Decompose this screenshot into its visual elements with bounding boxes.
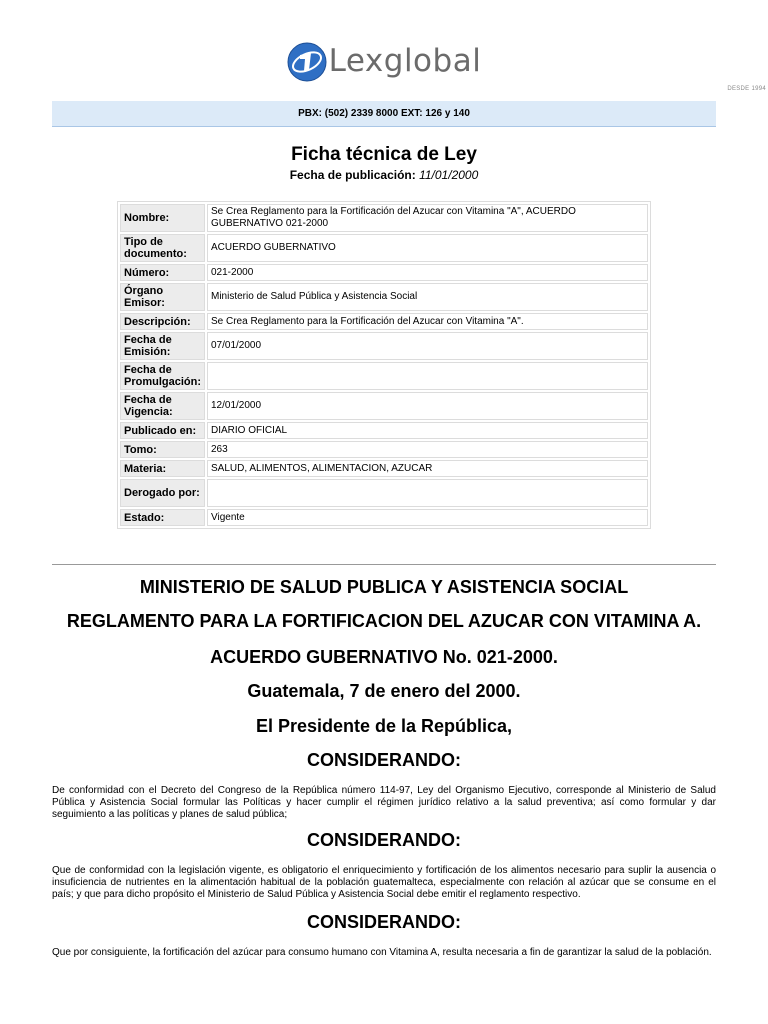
considerando-heading: CONSIDERANDO: xyxy=(306,912,461,932)
field-value xyxy=(207,479,648,507)
table-row xyxy=(120,479,648,507)
considerando-paragraph: Que por consiguiente, la fortificación del azúcar para consumo humano con Vitamina A, resulta necesaria a fin de garantizar la salud de la población. xyxy=(52,947,712,958)
table-row xyxy=(120,283,648,311)
field-label: Derogado por: xyxy=(120,479,205,507)
table-row xyxy=(120,332,648,360)
considerando-paragraph: Que de conformidad con la legislación vigente, es obligatorio el enriquecimiento y fortificación de los alimentos necesario para suplir la ausencia o insuficiencia de nutrientes en la alimentación habitual de la población guatemalteca, especialmente con relación al azúcar que se consume en el país; y que para dicho propósito el Ministerio de Salud Pública y Asistencia Social debe emitir el reglamento respectivo. xyxy=(52,865,716,900)
field-value: 12/01/2000 xyxy=(207,392,648,420)
president-heading: El Presidente de la República, xyxy=(255,716,513,736)
field-value: Se Crea Reglamento para la Fortificación del Azucar con Vitamina "A". xyxy=(207,313,648,330)
logo-tagline: DESDE 1994 xyxy=(727,86,766,92)
field-label: Nombre: xyxy=(120,204,205,232)
field-label: Fecha de Promulgación: xyxy=(120,362,205,390)
table-row xyxy=(120,509,648,526)
table-row xyxy=(120,234,648,262)
table-row xyxy=(120,460,648,477)
considerando-paragraph: De conformidad con el Decreto del Congreso de la República número 114-97, Ley del Organismo Ejecutivo, corresponde al Ministerio de Salud Pública y Asistencia Social formular las Políticas y hacer cumplir el régimen jurídico relativo a la salud preventiva; así como formular y dar seguimiento a las políticas y planes de salud pública; xyxy=(52,785,716,820)
field-label: Publicado en: xyxy=(120,422,205,439)
section-divider xyxy=(52,564,716,565)
table-row xyxy=(120,204,648,232)
agreement-heading: ACUERDO GUBERNATIVO No. 021-2000. xyxy=(210,647,558,667)
field-value xyxy=(207,362,648,390)
field-label: Órgano Emisor: xyxy=(120,283,205,311)
field-label: Estado: xyxy=(120,509,205,526)
date-heading: Guatemala, 7 de enero del 2000. xyxy=(247,681,521,701)
considerando-heading: CONSIDERANDO: xyxy=(306,830,461,850)
publication-date-label: Fecha de publicación: xyxy=(289,168,416,182)
globe-icon xyxy=(287,42,327,82)
phone-bar xyxy=(52,101,716,127)
regulation-heading: REGLAMENTO PARA LA FORTIFICACION DEL AZUCAR CON VITAMINA A. xyxy=(66,611,702,631)
logo-wordmark: Lexglobal xyxy=(328,43,482,79)
publication-date-value: 11/01/2000 xyxy=(419,168,479,182)
field-label: Descripción: xyxy=(120,313,205,330)
field-value: DIARIO OFICIAL xyxy=(207,422,648,439)
considerando-heading: CONSIDERANDO: xyxy=(306,750,461,770)
table-row xyxy=(120,441,648,458)
field-label: Tomo: xyxy=(120,441,205,458)
table-row xyxy=(120,313,648,330)
lexglobal-logo[interactable] xyxy=(287,42,766,92)
table-row xyxy=(120,422,648,439)
field-value: ACUERDO GUBERNATIVO xyxy=(207,234,648,262)
ficha-table xyxy=(117,201,651,529)
table-row xyxy=(120,362,648,390)
phone-text: PBX: (502) 2339 8000 EXT: 126 y 140 xyxy=(298,108,470,119)
field-value: Vigente xyxy=(207,509,648,526)
field-value: 07/01/2000 xyxy=(207,332,648,360)
field-value: 021-2000 xyxy=(207,264,648,281)
page-title: Ficha técnica de Ley xyxy=(291,144,477,165)
field-label: Número: xyxy=(120,264,205,281)
publication-date xyxy=(0,168,768,182)
field-label: Fecha de Emisión: xyxy=(120,332,205,360)
ministry-heading: MINISTERIO DE SALUD PUBLICA Y ASISTENCIA SOCIAL xyxy=(139,577,629,597)
field-value: 263 xyxy=(207,441,648,458)
header-logo-area xyxy=(0,42,768,92)
table-row xyxy=(120,264,648,281)
field-value: SALUD, ALIMENTOS, ALIMENTACION, AZUCAR xyxy=(207,460,648,477)
field-value: Se Crea Reglamento para la Fortificación del Azucar con Vitamina "A", ACUERDO GUBERNATIVO 021-2000 xyxy=(207,204,648,232)
field-label: Materia: xyxy=(120,460,205,477)
field-value: Ministerio de Salud Pública y Asistencia Social xyxy=(207,283,648,311)
field-label: Fecha de Vigencia: xyxy=(120,392,205,420)
field-label: Tipo de documento: xyxy=(120,234,205,262)
table-row xyxy=(120,392,648,420)
